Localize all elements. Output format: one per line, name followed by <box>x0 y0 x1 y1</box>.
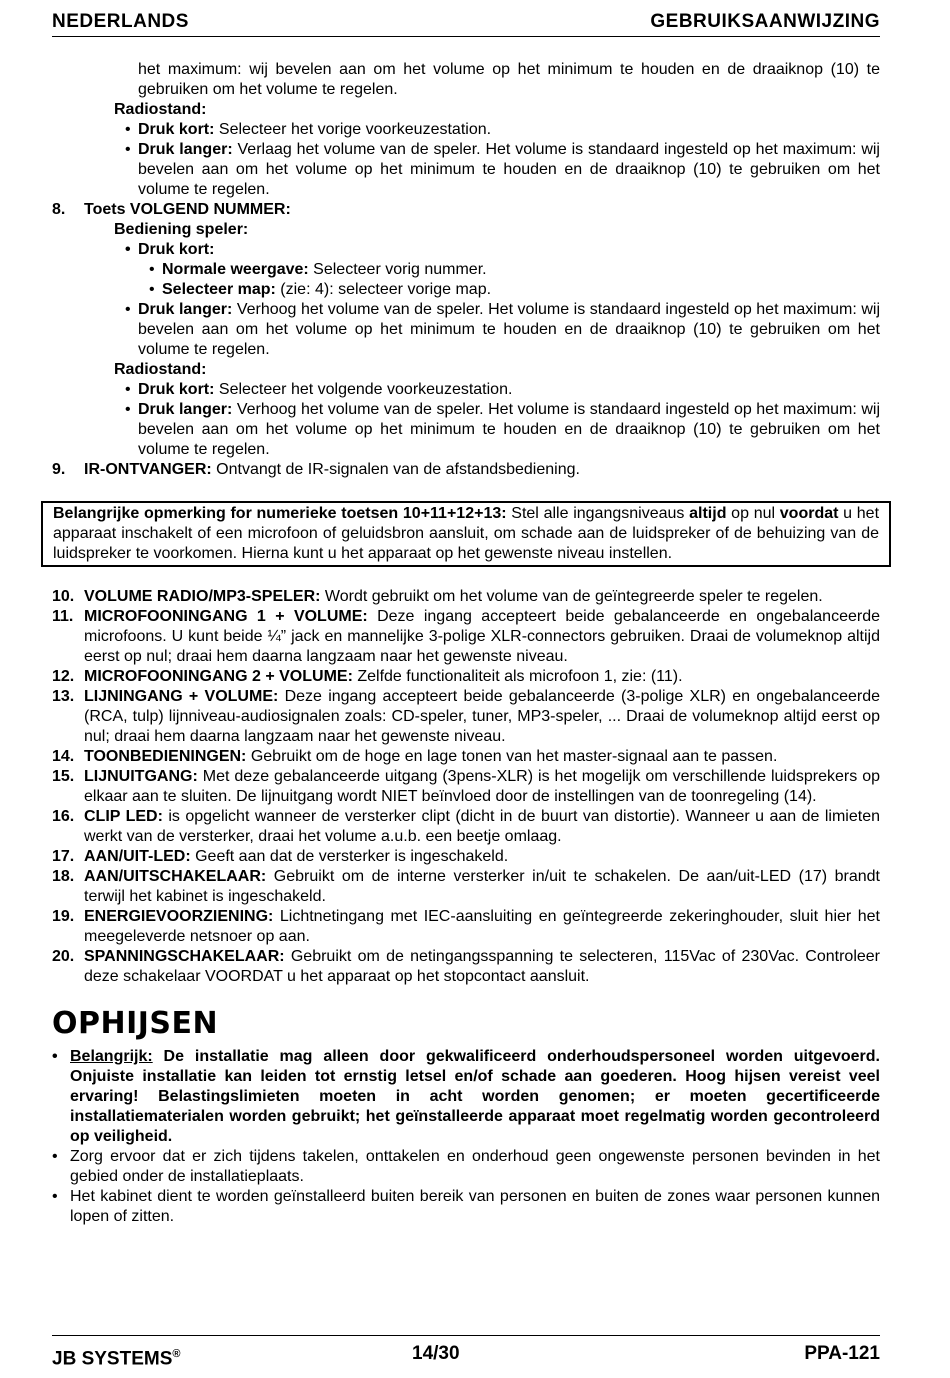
numbered-item-list <box>52 587 880 987</box>
list-item <box>52 687 880 747</box>
intro-radio-long <box>138 140 880 200</box>
item-text: Lichtnetingang met IEC-aansluiting en geïntegreerde zekeringhouder, sluit hier het meegeleverde netsnoer op aan. <box>84 908 880 945</box>
item-number: 13. <box>52 688 75 705</box>
item-label: IR-ONTVANGER: <box>84 461 212 478</box>
item-label: LIJNUITGANG: <box>84 768 198 785</box>
item-label: AAN/UIT-LED: <box>84 848 191 865</box>
item-8-long <box>138 300 880 360</box>
list-item <box>52 807 880 847</box>
item-text: Gebruikt om de interne versterker in/uit te schakelen. De aan/uit-LED (17) brandt terwijl het kabinet is ingeschakeld. <box>84 868 880 905</box>
list-item <box>52 767 880 807</box>
label: Selecteer map: <box>162 281 276 298</box>
notice-text: u het apparaat inschakelt of een microfoon of geluidsbron aansluit, om schade aan de luidspreker of de behuizing van de luidspreker te voorkomen. Hierna kunt u het apparaat op het gewenste niveau instellen. <box>53 505 880 562</box>
text: Selecteer het vorige voorkeuzestation. <box>214 121 492 138</box>
item-text: Wordt gebruikt om het volume van de geïntegreerde speler te regelen. <box>320 588 823 605</box>
label: Druk langer: <box>138 401 233 418</box>
intro-continuation: het maximum: wij bevelen aan om het volume op het minimum te houden en de draaiknop (10) te gebruiken om het volume te regelen. <box>138 61 880 98</box>
item-number: 15. <box>52 768 75 785</box>
item-8-radio-short <box>138 380 880 400</box>
item-8-player-heading: Bediening speler: <box>114 221 249 238</box>
item-number: 19. <box>52 908 75 925</box>
safety-bullet: • Het kabinet dient te worden geïnstalleerd buiten bereik van personen en buiten de zones waar personen kunnen lopen of zitten. <box>52 1187 880 1227</box>
item-8-title <box>52 200 880 220</box>
item-number: 14. <box>52 748 75 765</box>
important-label: Belangrijk: <box>70 1048 153 1065</box>
notice-label: Belangrijke opmerking for numerieke toetsen 10+11+12+13: <box>53 505 507 522</box>
list-item <box>52 907 880 947</box>
notice-text: Stel alle ingangsniveaus <box>506 505 690 522</box>
item-8-radio-long <box>138 400 880 460</box>
page-number: 14/30 <box>412 1343 460 1364</box>
item-label: Toets VOLGEND NUMMER: <box>84 201 291 218</box>
item-8-radio-heading: Radiostand: <box>114 361 207 378</box>
item-8-map <box>162 280 880 300</box>
item-number: 20. <box>52 948 75 965</box>
item-text: Met deze gebalanceerde uitgang (3pens-XLR) is het mogelijk om verschillende luidsprekers op elkaar aan te sluiten. De lijnuitgang wordt NIET beïnvloed door de instellingen van de toonregeling (14). <box>84 768 880 805</box>
brand-name: JB SYSTEMS <box>52 1348 173 1370</box>
item-label: MICROFOONINGANG 2 + VOLUME: <box>84 668 353 685</box>
list-item <box>52 607 880 667</box>
item-8-short-label: • Druk kort: <box>138 240 880 260</box>
item-label: CLIP LED: <box>84 808 163 825</box>
item-number: 11. <box>52 608 74 625</box>
item-label: ENERGIEVOORZIENING: <box>84 908 274 925</box>
list-item <box>52 587 880 607</box>
item-text: Gebruikt om de netingangsspanning te selecteren, 115Vac of 230Vac. Controleer deze schakelaar VOORDAT u het apparaat op het stopcontact aansluit. <box>84 948 880 985</box>
item-label: LIJNINGANG + VOLUME: <box>84 688 279 705</box>
bullet-text: De installatie mag alleen door gekwalificeerd onderhoudspersoneel worden uitgevoerd. Onjuiste installatie kan leiden tot ernstig letsel en/of schade aan goederen. Hoog hijsen vereist veel ervaring! Belastingslimieten moeten in acht worden genomen; er moeten gecertificeerde installatiematerialen worden gebruikt; het geïnstalleerde apparaat moet regelmatig worden gecontroleerd op veiligheid. <box>70 1048 880 1145</box>
item-number: 10. <box>52 588 75 605</box>
item-number: 18. <box>52 868 75 885</box>
item-label: MICROFOONINGANG 1 + VOLUME: <box>84 608 368 625</box>
list-item <box>52 747 880 767</box>
list-item <box>52 667 880 687</box>
registered-mark: ® <box>172 1348 181 1360</box>
text: Verhoog het volume van de speler. Het volume is standaard ingesteld op het maximum: wij bevelen aan om het volume op het minimum te houden en de draaiknop (10) te gebruiken om het volume te regelen. <box>138 401 880 458</box>
text: Selecteer het volgende voorkeuzestation. <box>214 381 513 398</box>
page-footer <box>52 1335 880 1370</box>
item-number: 9. <box>52 461 66 478</box>
item-text: Deze ingang accepteert beide gebalanceerde (3-polige XLR) en ongebalanceerde (RCA, tulp) lijnniveau-audiosignalen zoals: CD-speler, tuner, MP3-speler, ... Draai de volumeknop altijd eerst op nul; draai hem daarna langzaam naar het gewenste niveau. <box>84 688 880 745</box>
list-item <box>52 947 880 987</box>
text: Verhoog het volume van de speler. Het volume is standaard ingesteld op het maximum: wij bevelen aan om het volume op het minimum te houden en de draaiknop (10) te gebruiken om het volume te regelen. <box>138 301 880 358</box>
item-label: SPANNINGSCHAKELAAR: <box>84 948 285 965</box>
model-number: PPA-121 <box>804 1343 880 1364</box>
section-title: OPHIJSEN <box>52 1006 219 1041</box>
item-text: Gebruikt om de hoge en lage tonen van het master-signaal aan te passen. <box>246 748 778 765</box>
label: Normale weergave: <box>162 261 309 278</box>
intro-radio-short <box>138 120 880 140</box>
item-label: AAN/UITSCHAKELAAR: <box>84 868 267 885</box>
item-number: 17. <box>52 848 75 865</box>
item-text: Zelfde functionaliteit als microfoon 1, zie: (11). <box>352 668 683 685</box>
label: Druk langer: <box>138 141 233 158</box>
safety-bullet: • Zorg ervoor dat er zich tijdens takelen, onttakelen en onderhoud geen ongewenste personen bevinden in het gebied onder de installatieplaats. <box>52 1147 880 1187</box>
item-text: Geeft aan dat de versterker is ingeschakeld. <box>190 848 509 865</box>
item-8-normal <box>162 260 880 280</box>
notice-emphasis: voordat <box>779 505 839 522</box>
label: Druk kort: <box>138 381 215 398</box>
item-label: TOONBEDIENINGEN: <box>84 748 247 765</box>
header-title: GEBRUIKSAANWIJZING <box>650 11 880 32</box>
notice-text: op nul <box>726 505 780 522</box>
item-number: 8. <box>52 201 66 218</box>
item-number: 16. <box>52 808 75 825</box>
item-9 <box>52 460 880 480</box>
text: Verlaag het volume van de speler. Het volume is standaard ingesteld op het maximum: wij bevelen aan om het volume op het minimum te houden en de draaiknop (10) te gebruiken om het volume te regelen. <box>138 141 880 198</box>
list-item <box>52 867 880 907</box>
footer-brand <box>52 1344 180 1369</box>
text: (zie: 4): selecteer vorige map. <box>275 281 492 298</box>
notice-emphasis: altijd <box>689 505 727 522</box>
label: Druk langer: <box>138 301 233 318</box>
important-notice-box <box>41 501 891 567</box>
item-text: Ontvangt de IR-signalen van de afstandsbediening. <box>211 461 580 478</box>
item-text: Deze ingang accepteert beide gebalanceerde en ongebalanceerde microfoons. U kunt beide ¼” jack en mannelijke 3-polige XLR-connectors gebruiken. Draai de volumeknop altijd eerst op nul; draai hem daarna langzaam naar het gewenste niveau. <box>84 608 880 665</box>
item-number: 12. <box>52 668 75 685</box>
intro-radio-heading: Radiostand: <box>114 101 207 118</box>
item-label: VOLUME RADIO/MP3-SPELER: <box>84 588 321 605</box>
list-item <box>52 847 880 867</box>
label: Druk kort: <box>138 121 215 138</box>
item-text: is opgelicht wanneer de versterker clipt (dicht in de buurt van distortie). Wanneer u aan de limieten werkt van de versterker, draai het volume a.u.b. een beetje omlaag. <box>84 808 880 845</box>
page-header <box>52 10 880 37</box>
header-language: NEDERLANDS <box>52 11 189 32</box>
safety-bullet <box>52 1047 880 1147</box>
page-content <box>52 60 880 1227</box>
text: Selecteer vorig nummer. <box>308 261 487 278</box>
